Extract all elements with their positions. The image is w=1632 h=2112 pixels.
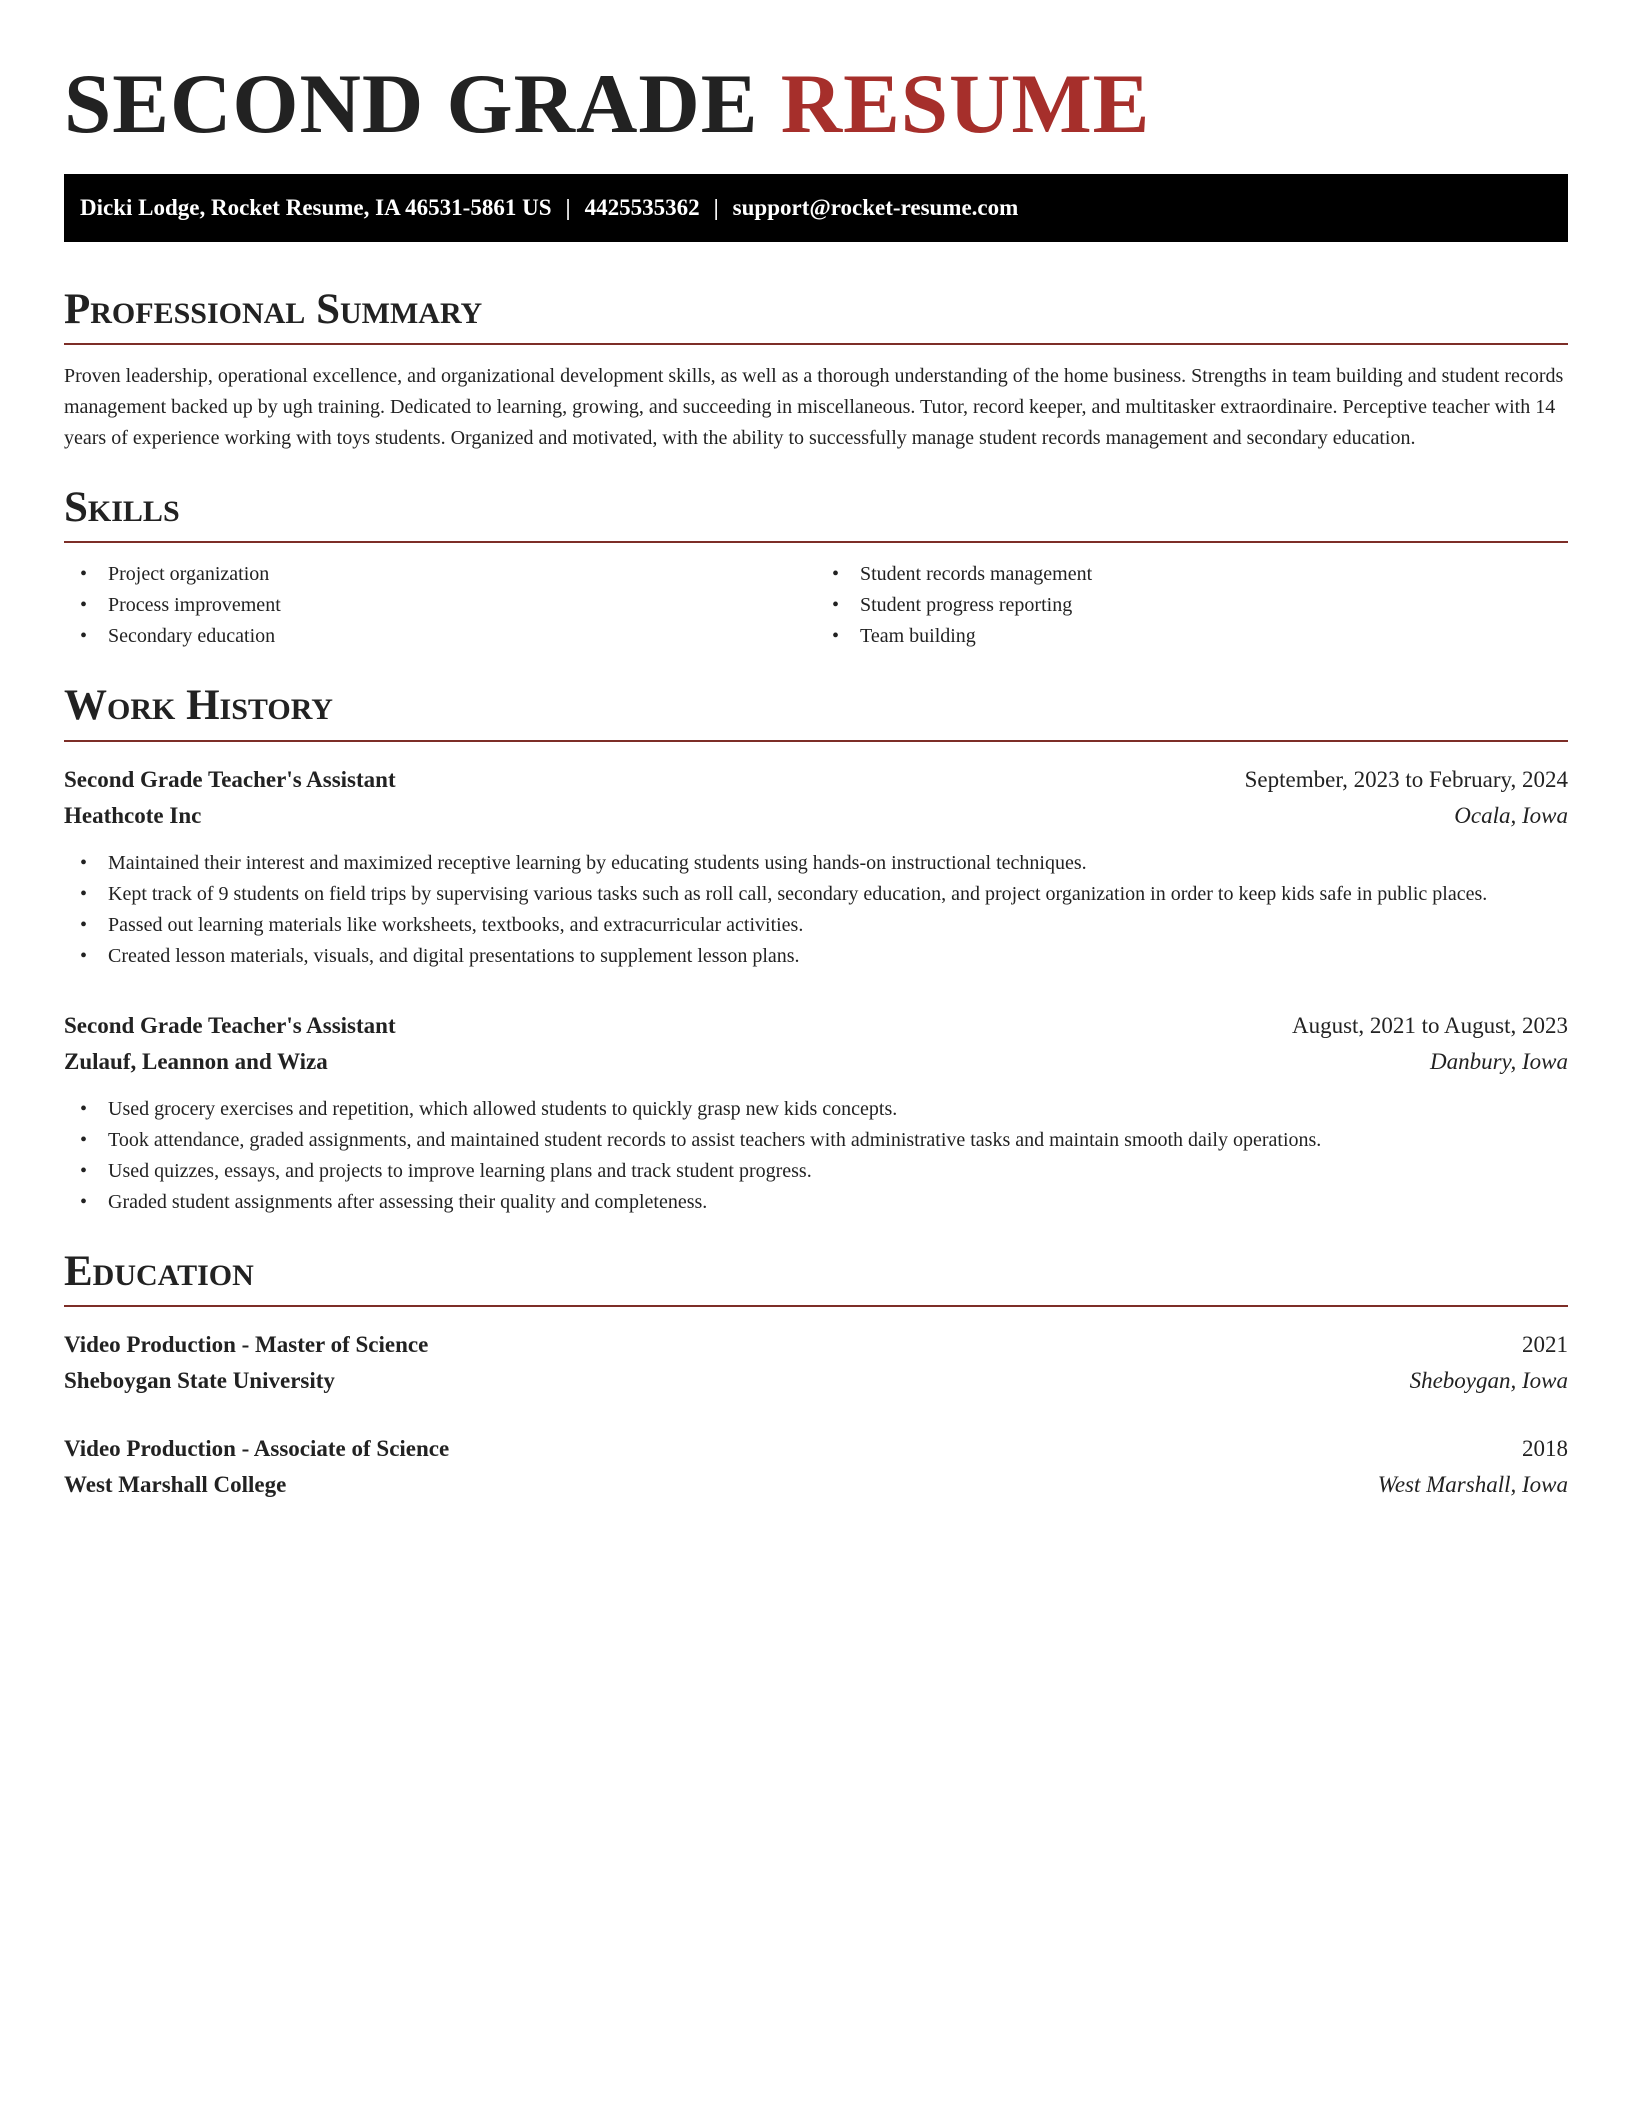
job-bullet: • Kept track of 9 students on field trips by supervising various tasks such as roll call, secondary education, and project organization in order to keep kids safe in public places. bbox=[64, 879, 1568, 910]
skill-item: • Project organization bbox=[64, 559, 816, 590]
job-location: Ocala, Iowa bbox=[1454, 802, 1568, 828]
education-degree-row bbox=[64, 1327, 1568, 1363]
skill-item: • Student progress reporting bbox=[816, 590, 1568, 621]
summary-section bbox=[64, 286, 1568, 454]
job-bullet: • Took attendance, graded assignments, and maintained student records to assist teachers with administrative tasks and maintain smooth daily operations. bbox=[64, 1125, 1568, 1156]
summary-heading: Professional Summary bbox=[64, 286, 1568, 345]
education-year: 2018 bbox=[1522, 1435, 1568, 1461]
education-school: Sheboygan State University bbox=[64, 1367, 335, 1393]
job-dates: August, 2021 to August, 2023 bbox=[1291, 1012, 1568, 1038]
summary-text: Proven leadership, operational excellence, and organizational development skills, as well as a thorough understanding of the home business. Strengths in team building and student records management backed up by ugh training. Dedicated to learning, growing, and succeeding in miscellaneous. Tutor, record keeper, and multitasker extraordinaire. Perceptive teacher with 14 years of experience working with toys students. Organized and motivated, with the ability to successfully manage student records management and secondary education. bbox=[64, 365, 1564, 450]
education-heading: Education bbox=[64, 1248, 1568, 1307]
skills-list-right bbox=[816, 559, 1568, 652]
job-bullet: • Created lesson materials, visuals, and digital presentations to supplement lesson plans. bbox=[64, 941, 1568, 972]
job-bullets bbox=[64, 848, 1568, 972]
education-location: Sheboygan, Iowa bbox=[1409, 1367, 1568, 1393]
education-school-row bbox=[64, 1363, 1568, 1399]
job-title: Second Grade Teacher's Assistant bbox=[64, 1012, 396, 1038]
skills-section bbox=[64, 484, 1568, 652]
job-entry bbox=[64, 1008, 1568, 1218]
education-school: West Marshall College bbox=[64, 1471, 287, 1497]
job-bullet: • Passed out learning materials like worksheets, textbooks, and extracurricular activities. bbox=[64, 910, 1568, 941]
education-location: West Marshall, Iowa bbox=[1377, 1471, 1568, 1497]
contact-phone: 4425535362 bbox=[584, 194, 700, 220]
contact-bar bbox=[64, 174, 1568, 242]
job-company-row bbox=[64, 1044, 1568, 1080]
job-company: Heathcote Inc bbox=[64, 802, 202, 828]
skill-item: • Process improvement bbox=[64, 590, 816, 621]
contact-separator: | bbox=[713, 194, 719, 220]
education-degree: Video Production - Master of Science bbox=[64, 1331, 429, 1357]
skills-grid bbox=[64, 559, 1568, 652]
work-section bbox=[64, 682, 1568, 1217]
job-entry bbox=[64, 762, 1568, 972]
education-section bbox=[64, 1248, 1568, 1503]
education-year: 2021 bbox=[1522, 1331, 1568, 1357]
skill-item: • Student records management bbox=[816, 559, 1568, 590]
contact-separator: | bbox=[565, 194, 571, 220]
skill-item: • Team building bbox=[816, 621, 1568, 652]
job-bullet: • Used grocery exercises and repetition, which allowed students to quickly grasp new kids concepts. bbox=[64, 1094, 1568, 1125]
contact-address: Dicki Lodge, Rocket Resume, IA 46531-5861 US bbox=[80, 194, 552, 220]
job-location: Danbury, Iowa bbox=[1430, 1048, 1568, 1074]
job-bullet: • Maintained their interest and maximized receptive learning by educating students using hands-on instructional techniques. bbox=[64, 848, 1568, 879]
job-title: Second Grade Teacher's Assistant bbox=[64, 766, 396, 792]
skills-heading: Skills bbox=[64, 484, 1568, 543]
resume-title bbox=[64, 56, 1568, 154]
job-dates: September, 2023 to February, 2024 bbox=[1244, 766, 1568, 792]
job-bullets bbox=[64, 1094, 1568, 1218]
job-bullet: • Graded student assignments after assessing their quality and completeness. bbox=[64, 1187, 1568, 1218]
education-entry bbox=[64, 1431, 1568, 1503]
job-bullet: • Used quizzes, essays, and projects to improve learning plans and track student progress. bbox=[64, 1156, 1568, 1187]
education-school-row bbox=[64, 1467, 1568, 1503]
title-accent: RESUME bbox=[780, 57, 1151, 151]
education-entry bbox=[64, 1327, 1568, 1399]
job-header-row bbox=[64, 762, 1568, 798]
education-degree: Video Production - Associate of Science bbox=[64, 1435, 450, 1461]
skills-list-left bbox=[64, 559, 816, 652]
contact-email: support@rocket-resume.com bbox=[732, 194, 1019, 220]
job-header-row bbox=[64, 1008, 1568, 1044]
skill-item: • Secondary education bbox=[64, 621, 816, 652]
job-company-row bbox=[64, 798, 1568, 834]
work-heading: Work History bbox=[64, 682, 1568, 741]
job-company: Zulauf, Leannon and Wiza bbox=[64, 1048, 328, 1074]
title-main: SECOND GRADE bbox=[64, 57, 781, 151]
education-degree-row bbox=[64, 1431, 1568, 1467]
